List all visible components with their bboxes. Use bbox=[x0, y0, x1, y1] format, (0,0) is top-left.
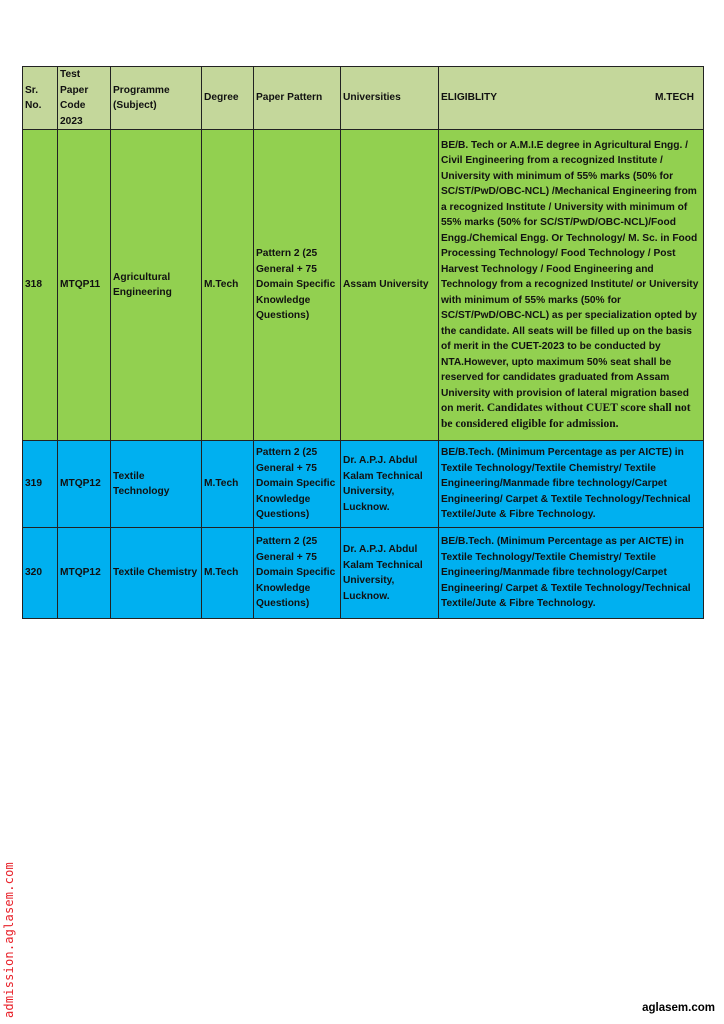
cell-university: Dr. A.P.J. Abdul Kalam Technical University, Lucknow. bbox=[341, 528, 439, 619]
header-eligibility bbox=[439, 67, 704, 130]
table-row bbox=[23, 130, 704, 441]
cell-programme: Textile Chemistry bbox=[111, 528, 202, 619]
cell-university: Assam University bbox=[341, 130, 439, 441]
table-row bbox=[23, 528, 704, 619]
cell-sr-no: 318 bbox=[23, 130, 58, 441]
header-degree: Degree bbox=[202, 67, 254, 130]
table-row bbox=[23, 441, 704, 528]
cell-code: MTQP12 bbox=[58, 441, 111, 528]
cell-programme: Agricultural Engineering bbox=[111, 130, 202, 441]
cell-pattern: Pattern 2 (25 General + 75 Domain Specific Knowledge Questions) bbox=[254, 441, 341, 528]
cell-degree: M.Tech bbox=[202, 528, 254, 619]
table-header-row bbox=[23, 67, 704, 130]
cell-eligibility: BE/B.Tech. (Minimum Percentage as per AICTE) in Textile Technology/Textile Chemistry/ Textile Engineering/Manmade fibre technology/Carpet Engineering/ Carpet & Textile Technology/Technical Textile/Jute & Fibre Technology. bbox=[439, 528, 704, 619]
cell-programme: Textile Technology bbox=[111, 441, 202, 528]
watermark-text: admission.aglasem.com bbox=[2, 862, 16, 1018]
cell-eligibility: BE/B.Tech. (Minimum Percentage as per AICTE) in Textile Technology/Textile Chemistry/ Textile Engineering/Manmade fibre technology/Carpet Engineering/ Carpet & Textile Technology/Technical Textile/Jute & Fibre Technology. bbox=[439, 441, 704, 528]
header-sr-no: Sr. No. bbox=[23, 67, 58, 130]
programme-table bbox=[22, 66, 704, 619]
cell-pattern: Pattern 2 (25 General + 75 Domain Specific Knowledge Questions) bbox=[254, 130, 341, 441]
eligibility-text: BE/B. Tech or A.M.I.E degree in Agricultural Engg. / Civil Engineering from a recognized Institute / University with minimum of 55% marks (50% for SC/ST/PwD/OBC-NCL) /Mechanical Engineering from a recognized Institute / University with minimum of 55% marks (50% for SC/ST/PwD/OBC-NCL)/Food Engg./Chemical Engg. Or Technology/ M. Sc. in Food Processing Technology/ Food Technology / Post Harvest Technology / Food Engineering and Technology from a recognized Institute/ or University with minimum of 55% marks (50% for SC/ST/PwD/OBC-NCL) as per specialization opted by the candidate. All seats will be filled up on the basis of merit in the CUET-2023 to be conducted by NTA.However, upto maximum 50% seat shall be reserved for candidates graduated from Assam University with provision of lateral migration based on merit. bbox=[441, 139, 699, 415]
cell-degree: M.Tech bbox=[202, 441, 254, 528]
header-universities: Universities bbox=[341, 67, 439, 130]
header-eligibility-label: ELIGIBLITY bbox=[441, 92, 498, 104]
cell-sr-no: 320 bbox=[23, 528, 58, 619]
cell-pattern: Pattern 2 (25 General + 75 Domain Specific Knowledge Questions) bbox=[254, 528, 341, 619]
eligibility-note: Candidates without CUET score shall not be considered eligible for admission. bbox=[441, 402, 691, 430]
cell-university: Dr. A.P.J. Abdul Kalam Technical University, Lucknow. bbox=[341, 441, 439, 528]
cell-eligibility bbox=[439, 130, 704, 441]
footer-site-name: aglasem.com bbox=[642, 1002, 715, 1014]
cell-sr-no: 319 bbox=[23, 441, 58, 528]
header-paper-pattern: Paper Pattern bbox=[254, 67, 341, 130]
header-test-paper-code: Test Paper Code 2023 bbox=[58, 67, 111, 130]
header-programme: Programme (Subject) bbox=[111, 67, 202, 130]
cell-code: MTQP12 bbox=[58, 528, 111, 619]
cell-degree: M.Tech bbox=[202, 130, 254, 441]
cell-code: MTQP11 bbox=[58, 130, 111, 441]
header-course-label: M.TECH bbox=[654, 92, 694, 104]
